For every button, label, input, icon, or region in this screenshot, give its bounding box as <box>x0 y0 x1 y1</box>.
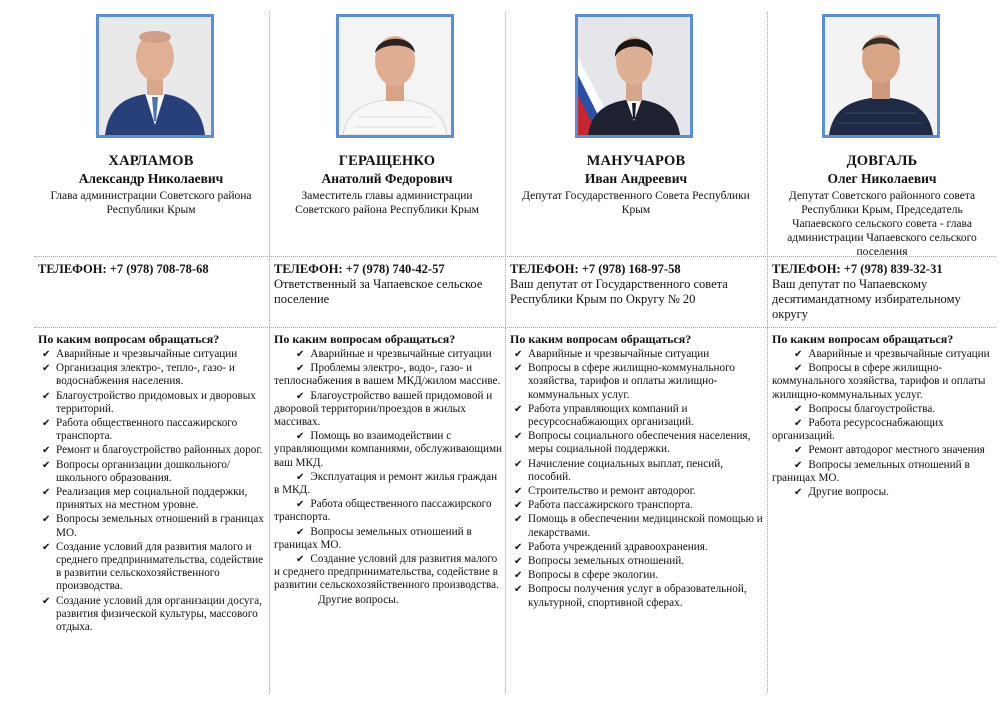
official-name: Иван Андреевич <box>584 171 688 186</box>
phone-number[interactable]: +7 (978) 839-32-31 <box>843 262 943 276</box>
checkmark-icon: ✔ <box>296 363 305 375</box>
checkmark-icon: ✔ <box>296 526 305 538</box>
checkmark-icon: ✔ <box>296 471 305 483</box>
checkmark-icon: ✔ <box>296 431 305 443</box>
list-item: ✔ Благоустройство придомовых и дворовых территорий. <box>42 389 256 415</box>
phone-block <box>772 262 994 322</box>
official-photo <box>822 14 940 138</box>
checkmark-icon: ✔ <box>794 403 803 415</box>
list-item: ✔ Аварийные и чрезвычайные ситуации <box>794 348 990 360</box>
list-item: ✔ Организация электро-, тепло-, газо- и водоснабжения населения. <box>42 362 235 388</box>
questions-list <box>274 348 502 608</box>
list-item: ✔ Вопросы в сфере экологии. <box>514 569 659 582</box>
checkmark-icon: ✔ <box>514 556 523 568</box>
checkmark-icon: ✔ <box>296 499 305 511</box>
official-surname: МАНУЧАРОВ <box>586 153 686 169</box>
list-item: ✔ Вопросы благоустройства. <box>794 402 936 415</box>
list-item: ✔ Проблемы электро-, водо-, газо- и теплоснабжения в вашем МКД/жилом массиве. <box>274 362 501 388</box>
checkmark-icon: ✔ <box>42 349 51 360</box>
questions-heading: По каким вопросам обращаться? <box>510 332 692 346</box>
checkmark-icon: ✔ <box>296 349 305 360</box>
questions-list <box>510 348 764 611</box>
list-item: ✔ Вопросы земельных отношений в границах МО. <box>772 458 970 484</box>
list-item: ✔ Вопросы земельных отношений в границах МО. <box>42 513 264 539</box>
official-surname: ХАРЛАМОВ <box>108 153 194 169</box>
checkmark-icon: ✔ <box>42 595 51 607</box>
list-item: ✔ Аварийные и чрезвычайные ситуации <box>296 348 492 360</box>
phone-label: ТЕЛЕФОН: <box>772 262 841 276</box>
checkmark-icon: ✔ <box>42 363 51 375</box>
list-item: ✔ Ремонт и благоустройство районных дорог. <box>42 444 263 457</box>
checkmark-icon: ✔ <box>514 349 523 360</box>
checkmark-icon: ✔ <box>794 418 803 430</box>
checkmark-icon: ✔ <box>42 514 51 526</box>
phone-number[interactable]: +7 (978) 708-78-68 <box>109 262 209 276</box>
checkmark-icon: ✔ <box>794 349 803 360</box>
questions-list <box>772 348 994 500</box>
official-photo <box>96 14 214 138</box>
official-position: Депутат Советского районного совета Республики Крым, Председатель Чапаевского сельского совета - глава администрации Чапаевского сельского поселения <box>787 190 977 258</box>
official-card-manucharov <box>506 0 766 692</box>
official-surname: ДОВГАЛЬ <box>846 153 918 169</box>
list-item: ✔ Начисление социальных выплат, пенсий, пособий. <box>514 457 723 483</box>
phone-note: Ваш депутат от Государственного совета Республики Крым по Округу № 20 <box>510 277 728 306</box>
checkmark-icon: ✔ <box>42 390 51 402</box>
checkmark-icon: ✔ <box>514 403 523 415</box>
list-item: ✔ Благоустройство вашей придомовой и дворовой территории/проездов в жилых массивах. <box>274 389 493 429</box>
phone-label: ТЕЛЕФОН: <box>38 262 107 276</box>
official-photo <box>336 14 454 138</box>
phone-label: ТЕЛЕФОН: <box>274 262 343 276</box>
list-item: ✔ Работа управляющих компаний и ресурсоснабжающих организаций. <box>514 402 694 429</box>
checkmark-icon: ✔ <box>42 487 51 499</box>
checkmark-icon: ✔ <box>42 418 51 430</box>
list-item: ✔ Реализация мер социальной поддержки, принятых на местном уровне. <box>42 486 248 512</box>
list-item: ✔ Эксплуатация и ремонт жилья граждан в МКД. <box>274 470 498 497</box>
phone-note: Ваш депутат по Чапаевскому десятимандатному избирательному округу <box>772 277 961 321</box>
checkmark-icon: ✔ <box>794 459 803 471</box>
checkmark-icon: ✔ <box>42 541 51 553</box>
official-name: Анатолий Федорович <box>321 171 453 186</box>
official-photo <box>575 14 693 138</box>
checkmark-icon: ✔ <box>514 500 523 512</box>
phone-block <box>510 262 764 307</box>
checkmark-icon: ✔ <box>514 486 523 498</box>
questions-list <box>38 348 266 635</box>
list-item: ✔ Работа общественного пассажирского транспорта. <box>42 417 238 443</box>
questions-heading: По каким вопросам обращаться? <box>274 332 456 346</box>
official-card-dovgal <box>768 0 996 692</box>
list-item: ✔ Работа учреждений здравоохранения. <box>514 540 708 553</box>
list-item: ✔ Вопросы земельных отношений в границах МО. <box>274 525 472 551</box>
list-item: ✔ Помощь в обеспечении медицинской помощью и лекарствами. <box>514 513 763 539</box>
checkmark-icon: ✔ <box>514 570 523 582</box>
official-surname: ГЕРАЩЕНКО <box>338 153 436 169</box>
phone-number[interactable]: +7 (978) 168-97-58 <box>581 262 681 276</box>
checkmark-icon: ✔ <box>794 487 803 499</box>
list-item: ✔ Создание условий для развития малого и среднего предпринимательства, содействие в развитии сельскохозяйственного производства. <box>42 540 264 593</box>
list-item: ✔ Вопросы организации дошкольного/школьного образования. <box>42 458 231 484</box>
list-item: ✔ Создание условий для организации досуга, развития физической культуры, массового отдыха. <box>42 594 262 634</box>
list-item: ✔ Вопросы получения услуг в образовательной, культурной, спортивной сферах. <box>514 583 747 609</box>
checkmark-icon: ✔ <box>514 363 523 375</box>
checkmark-icon: ✔ <box>296 390 305 402</box>
checkmark-icon: ✔ <box>42 445 51 457</box>
list-item: ✔ Работа общественного пассажирского транспорта. <box>274 498 492 524</box>
list-item: ✔ Вопросы социального обеспечения населения, меры социальной поддержки. <box>514 430 751 456</box>
list-item: Другие вопросы. <box>318 593 399 606</box>
questions-heading: По каким вопросам обращаться? <box>772 332 954 346</box>
list-item: ✔ Другие вопросы. <box>794 486 889 499</box>
list-item: ✔ Работа ресурсоснабжающих организаций. <box>772 417 944 443</box>
phone-number[interactable]: +7 (978) 740-42-57 <box>345 262 445 276</box>
checkmark-icon: ✔ <box>514 431 523 443</box>
official-name: Александр Николаевич <box>78 171 224 186</box>
list-item: ✔ Вопросы в сфере жилищно-коммунального хозяйства, тарифов и оплаты жилищно-коммунальных услуг. <box>772 362 986 401</box>
official-position: Глава администрации Советского района Республики Крым <box>50 190 252 216</box>
official-name: Олег Николаевич <box>827 171 937 186</box>
list-item: ✔ Работа пассажирского транспорта. <box>514 499 693 512</box>
list-item: ✔ Строительство и ремонт автодорог. <box>514 485 696 498</box>
phone-label: ТЕЛЕФОН: <box>510 262 579 276</box>
official-position: Заместитель главы администрации Советского района Республики Крым <box>295 190 479 216</box>
phone-block <box>38 262 266 277</box>
checkmark-icon: ✔ <box>514 458 523 470</box>
official-position: Депутат Государственного Совета Республики Крым <box>522 190 750 216</box>
list-item: ✔ Аварийные и чрезвычайные ситуации <box>42 348 238 360</box>
phone-block <box>274 262 502 307</box>
list-item: ✔ Вопросы земельных отношений. <box>514 555 685 568</box>
checkmark-icon: ✔ <box>794 445 803 457</box>
official-card-gerashchenko <box>270 0 504 692</box>
checkmark-icon: ✔ <box>514 541 523 553</box>
phone-note: Ответственный за Чапаевское сельское поселение <box>274 277 483 306</box>
checkmark-icon: ✔ <box>296 554 305 566</box>
checkmark-icon: ✔ <box>514 514 523 526</box>
checkmark-icon: ✔ <box>42 459 51 471</box>
list-item: ✔ Вопросы в сфере жилищно-коммунального хозяйства, тарифов и оплаты жилищно-коммунальных услуг. <box>514 362 735 401</box>
checkmark-icon: ✔ <box>794 363 803 375</box>
official-card-kharlamov <box>34 0 268 692</box>
list-item: ✔ Аварийные и чрезвычайные ситуации <box>514 348 710 360</box>
checkmark-icon: ✔ <box>514 584 523 596</box>
list-item: ✔ Ремонт автодорог местного значения <box>794 444 985 457</box>
questions-heading: По каким вопросам обращаться? <box>38 332 220 346</box>
list-item: ✔ Помощь во взаимодействии с управляющими компаниями, обслуживающими ваш МКД. <box>274 430 503 469</box>
list-item: ✔ Создание условий для развития малого и среднего предпринимательства, содействие в развитии сельскохозяйственного производства. <box>274 553 499 592</box>
